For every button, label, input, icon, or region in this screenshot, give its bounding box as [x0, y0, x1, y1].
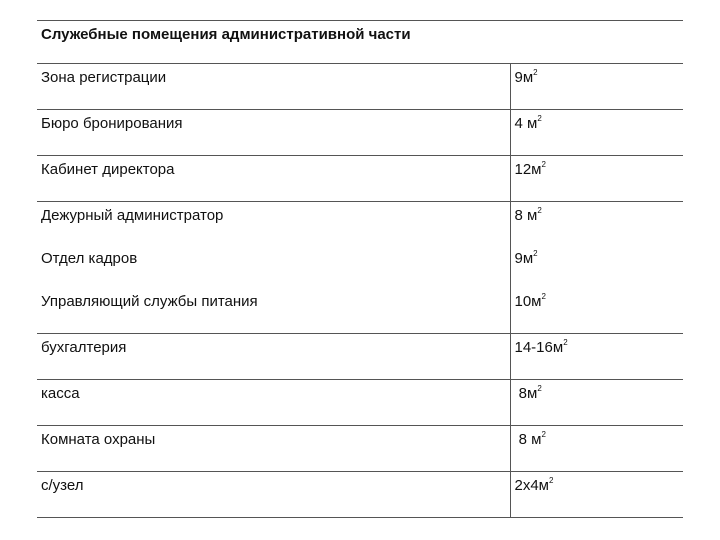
table-row — [37, 472, 683, 518]
table-row — [37, 334, 683, 380]
table-row — [37, 380, 683, 426]
room-area: $10м^2$ — [514, 292, 546, 310]
room-name: Комната охраны — [37, 426, 510, 472]
table-row — [37, 202, 683, 334]
room-area: $2х4м^2$ — [510, 472, 683, 518]
table-row — [37, 64, 683, 110]
room-name: с/узел — [37, 472, 510, 518]
room-area: $12м^2$ — [510, 156, 683, 202]
room-area: $9м^2$ — [510, 64, 683, 110]
room-name: Управляющий службы питания — [41, 293, 258, 310]
room-area: $14-16м^2$ — [510, 334, 683, 380]
room-area: $9м^2$ — [514, 249, 538, 267]
room-name: Отдел кадров — [41, 250, 138, 267]
premises-table — [37, 20, 683, 518]
room-area: 8 $м^2$ — [510, 426, 683, 472]
room-area-group — [510, 202, 683, 334]
table-row — [37, 110, 683, 156]
room-name: Дежурный администратор — [41, 207, 224, 224]
table-row — [37, 156, 683, 202]
table-title: Служебные помещения административной части — [37, 21, 683, 64]
room-area: 8 $м^2$ — [514, 206, 542, 224]
room-area: 4 $м^2$ — [510, 110, 683, 156]
table-row — [37, 426, 683, 472]
room-name: Зона регистрации — [37, 64, 510, 110]
table-header-row — [37, 21, 683, 64]
room-name-group — [37, 202, 510, 334]
room-name: бухгалтерия — [37, 334, 510, 380]
room-area: $8м^2$ — [510, 380, 683, 426]
room-name: Бюро бронирования — [37, 110, 510, 156]
room-name: касса — [37, 380, 510, 426]
room-name: Кабинет директора — [37, 156, 510, 202]
